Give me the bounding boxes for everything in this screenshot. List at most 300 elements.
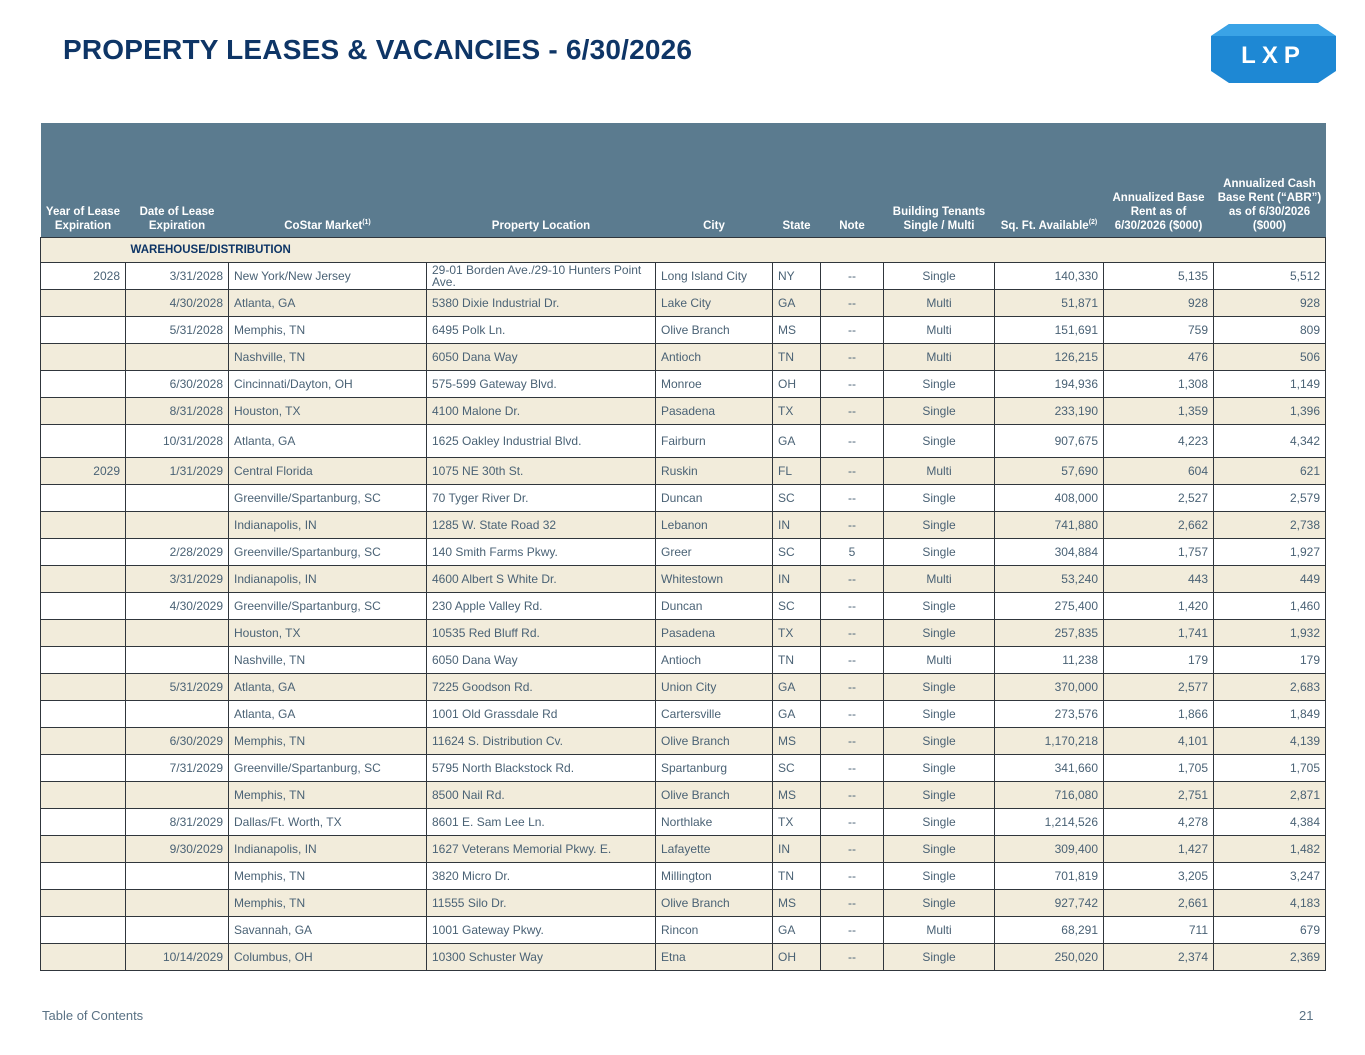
cell-abr: 476 (1104, 344, 1214, 371)
table-row (41, 539, 1326, 566)
cell-state: MS (773, 317, 821, 344)
cell-sqft: 304,884 (995, 539, 1104, 566)
table-row (41, 647, 1326, 674)
cell-tenants: Multi (884, 344, 995, 371)
table-row (41, 620, 1326, 647)
cell-sqft: 140,330 (995, 263, 1104, 290)
cell-year (41, 566, 126, 593)
cell-city: Rincon (656, 917, 773, 944)
cell-date: 10/31/2028 (126, 425, 229, 458)
cell-market: Savannah, GA (229, 917, 427, 944)
cell-abr: 928 (1104, 290, 1214, 317)
cell-market: Atlanta, GA (229, 290, 427, 317)
cell-market: Memphis, TN (229, 863, 427, 890)
cell-state: GA (773, 425, 821, 458)
cell-sqft: 716,080 (995, 782, 1104, 809)
cell-cash-abr: 4,183 (1214, 890, 1326, 917)
cell-year (41, 512, 126, 539)
cell-tenants: Single (884, 755, 995, 782)
col-header-state: State (773, 123, 821, 238)
cell-sqft: 701,819 (995, 863, 1104, 890)
cell-note: -- (821, 836, 884, 863)
cell-cash-abr: 449 (1214, 566, 1326, 593)
cell-cash-abr: 679 (1214, 917, 1326, 944)
cell-city: Northlake (656, 809, 773, 836)
cell-date: 2/28/2029 (126, 539, 229, 566)
footnote-2: (2) (1088, 219, 1098, 227)
cell-city: Lebanon (656, 512, 773, 539)
cell-note: -- (821, 512, 884, 539)
table-row (41, 290, 1326, 317)
cell-note: -- (821, 728, 884, 755)
cell-date: 5/31/2028 (126, 317, 229, 344)
cell-date (126, 620, 229, 647)
cell-note: -- (821, 917, 884, 944)
cell-date (126, 344, 229, 371)
cell-year (41, 593, 126, 620)
cell-date: 3/31/2029 (126, 566, 229, 593)
cell-tenants: Single (884, 701, 995, 728)
cell-year (41, 728, 126, 755)
table-row (41, 809, 1326, 836)
cell-note: -- (821, 755, 884, 782)
cell-sqft: 53,240 (995, 566, 1104, 593)
cell-note: -- (821, 620, 884, 647)
cell-cash-abr: 2,871 (1214, 782, 1326, 809)
cell-date (126, 647, 229, 674)
cell-abr: 1,359 (1104, 398, 1214, 425)
table-row (41, 344, 1326, 371)
cell-date: 8/31/2029 (126, 809, 229, 836)
cell-date: 6/30/2029 (126, 728, 229, 755)
table-row (41, 836, 1326, 863)
cell-note: -- (821, 425, 884, 458)
cell-abr: 2,527 (1104, 485, 1214, 512)
cell-abr: 179 (1104, 647, 1214, 674)
cell-market: Atlanta, GA (229, 674, 427, 701)
cell-market: Memphis, TN (229, 317, 427, 344)
cell-note: -- (821, 371, 884, 398)
cell-tenants: Single (884, 485, 995, 512)
cell-market: Indianapolis, IN (229, 836, 427, 863)
cell-sqft: 11,238 (995, 647, 1104, 674)
cell-abr: 4,101 (1104, 728, 1214, 755)
table-row (41, 425, 1326, 458)
cell-abr: 4,278 (1104, 809, 1214, 836)
cell-tenants: Multi (884, 566, 995, 593)
cell-location: 4100 Malone Dr. (427, 398, 656, 425)
cell-city: Union City (656, 674, 773, 701)
table-row (41, 485, 1326, 512)
cell-sqft: 309,400 (995, 836, 1104, 863)
cell-market: New York/New Jersey (229, 263, 427, 290)
cell-year (41, 539, 126, 566)
cell-city: Antioch (656, 647, 773, 674)
cell-location: 3820 Micro Dr. (427, 863, 656, 890)
cell-tenants: Multi (884, 647, 995, 674)
cell-year (41, 809, 126, 836)
cell-note: -- (821, 593, 884, 620)
cell-sqft: 233,190 (995, 398, 1104, 425)
cell-city: Fairburn (656, 425, 773, 458)
cell-cash-abr: 2,683 (1214, 674, 1326, 701)
cell-abr: 759 (1104, 317, 1214, 344)
cell-note: -- (821, 701, 884, 728)
cell-note: -- (821, 647, 884, 674)
table-row (41, 593, 1326, 620)
cell-location: 5795 North Blackstock Rd. (427, 755, 656, 782)
cell-sqft: 250,020 (995, 944, 1104, 971)
cell-tenants: Single (884, 425, 995, 458)
cell-cash-abr: 3,247 (1214, 863, 1326, 890)
cell-abr: 1,741 (1104, 620, 1214, 647)
cell-market: Greenville/Spartanburg, SC (229, 593, 427, 620)
cell-cash-abr: 4,384 (1214, 809, 1326, 836)
col-header-date: Date of Lease Expiration (126, 123, 229, 238)
cell-state: GA (773, 917, 821, 944)
cell-location: 6495 Polk Ln. (427, 317, 656, 344)
cell-date (126, 701, 229, 728)
cell-date (126, 917, 229, 944)
table-row (41, 263, 1326, 290)
cell-tenants: Single (884, 371, 995, 398)
cell-cash-abr: 2,579 (1214, 485, 1326, 512)
cell-market: Greenville/Spartanburg, SC (229, 539, 427, 566)
cell-location: 6050 Dana Way (427, 647, 656, 674)
cell-year (41, 371, 126, 398)
table-row (41, 701, 1326, 728)
cell-market: Columbus, OH (229, 944, 427, 971)
section-row (41, 238, 1326, 263)
cell-state: SC (773, 593, 821, 620)
cell-date: 4/30/2029 (126, 593, 229, 620)
cell-abr: 4,223 (1104, 425, 1214, 458)
section-spacer (41, 238, 126, 263)
cell-abr: 5,135 (1104, 263, 1214, 290)
cell-location: 10535 Red Bluff Rd. (427, 620, 656, 647)
footnote-1: (1) (362, 219, 371, 227)
cell-state: TX (773, 620, 821, 647)
cell-date (126, 485, 229, 512)
table-row (41, 566, 1326, 593)
col-header-year: Year of Lease Expiration (41, 123, 126, 238)
cell-market: Nashville, TN (229, 344, 427, 371)
cell-location: 1001 Old Grassdale Rd (427, 701, 656, 728)
cell-market: Indianapolis, IN (229, 512, 427, 539)
lease-table (40, 123, 1326, 971)
cell-city: Spartanburg (656, 755, 773, 782)
cell-date: 3/31/2028 (126, 263, 229, 290)
cell-sqft: 273,576 (995, 701, 1104, 728)
table-row (41, 863, 1326, 890)
cell-year (41, 398, 126, 425)
col-header-market-text: CoStar Market (284, 220, 363, 232)
cell-year (41, 782, 126, 809)
cell-location: 230 Apple Valley Rd. (427, 593, 656, 620)
cell-state: TX (773, 398, 821, 425)
cell-city: Duncan (656, 593, 773, 620)
cell-state: MS (773, 890, 821, 917)
cell-tenants: Single (884, 593, 995, 620)
cell-tenants: Single (884, 674, 995, 701)
table-row (41, 890, 1326, 917)
cell-location: 11624 S. Distribution Cv. (427, 728, 656, 755)
cell-state: FL (773, 458, 821, 485)
cell-city: Olive Branch (656, 728, 773, 755)
cell-state: SC (773, 539, 821, 566)
cell-year (41, 836, 126, 863)
col-header-cash-abr: Annualized Cash Base Rent (“ABR”) as of 6/30/2026 ($000) (1214, 123, 1326, 238)
cell-state: OH (773, 371, 821, 398)
cell-note: -- (821, 344, 884, 371)
cell-note: -- (821, 809, 884, 836)
cell-sqft: 1,170,218 (995, 728, 1104, 755)
cell-abr: 3,205 (1104, 863, 1214, 890)
cell-abr: 1,420 (1104, 593, 1214, 620)
cell-market: Atlanta, GA (229, 701, 427, 728)
cell-state: SC (773, 485, 821, 512)
cell-cash-abr: 928 (1214, 290, 1326, 317)
cell-tenants: Multi (884, 458, 995, 485)
cell-tenants: Single (884, 728, 995, 755)
cell-city: Whitestown (656, 566, 773, 593)
cell-sqft: 51,871 (995, 290, 1104, 317)
cell-date (126, 512, 229, 539)
cell-abr: 2,662 (1104, 512, 1214, 539)
cell-year: 2028 (41, 263, 126, 290)
cell-market: Atlanta, GA (229, 425, 427, 458)
cell-cash-abr: 809 (1214, 317, 1326, 344)
cell-date (126, 890, 229, 917)
cell-cash-abr: 1,705 (1214, 755, 1326, 782)
cell-year (41, 290, 126, 317)
cell-cash-abr: 2,738 (1214, 512, 1326, 539)
cell-city: Lake City (656, 290, 773, 317)
cell-year (41, 890, 126, 917)
cell-cash-abr: 1,396 (1214, 398, 1326, 425)
cell-year (41, 944, 126, 971)
cell-note: -- (821, 398, 884, 425)
table-row (41, 512, 1326, 539)
cell-state: MS (773, 728, 821, 755)
cell-market: Memphis, TN (229, 728, 427, 755)
cell-year: 2029 (41, 458, 126, 485)
cell-sqft: 1,214,526 (995, 809, 1104, 836)
cell-sqft: 741,880 (995, 512, 1104, 539)
cell-abr: 1,705 (1104, 755, 1214, 782)
cell-cash-abr: 506 (1214, 344, 1326, 371)
table-row (41, 317, 1326, 344)
cell-abr: 1,427 (1104, 836, 1214, 863)
page-title: PROPERTY LEASES & VACANCIES - 6/30/2026 (63, 34, 693, 65)
cell-location: 1075 NE 30th St. (427, 458, 656, 485)
cell-cash-abr: 1,149 (1214, 371, 1326, 398)
cell-sqft: 68,291 (995, 917, 1104, 944)
cell-tenants: Single (884, 620, 995, 647)
cell-abr: 2,751 (1104, 782, 1214, 809)
cell-market: Houston, TX (229, 398, 427, 425)
cell-abr: 443 (1104, 566, 1214, 593)
cell-market: Indianapolis, IN (229, 566, 427, 593)
table-row (41, 944, 1326, 971)
table-row (41, 755, 1326, 782)
cell-tenants: Single (884, 512, 995, 539)
cell-state: TN (773, 863, 821, 890)
cell-abr: 2,661 (1104, 890, 1214, 917)
cell-city: Olive Branch (656, 317, 773, 344)
cell-tenants: Single (884, 539, 995, 566)
cell-state: IN (773, 512, 821, 539)
cell-date: 4/30/2028 (126, 290, 229, 317)
cell-sqft: 927,742 (995, 890, 1104, 917)
cell-location: 8500 Nail Rd. (427, 782, 656, 809)
cell-city: Greer (656, 539, 773, 566)
cell-market: Houston, TX (229, 620, 427, 647)
table-row (41, 728, 1326, 755)
cell-city: Lafayette (656, 836, 773, 863)
cell-abr: 711 (1104, 917, 1214, 944)
cell-location: 29-01 Borden Ave./29-10 Hunters Point Ave. (427, 263, 656, 290)
cell-tenants: Single (884, 863, 995, 890)
cell-note: -- (821, 566, 884, 593)
cell-state: GA (773, 674, 821, 701)
cell-cash-abr: 4,139 (1214, 728, 1326, 755)
cell-market: Cincinnati/Dayton, OH (229, 371, 427, 398)
table-row (41, 674, 1326, 701)
cell-note: -- (821, 263, 884, 290)
table-header-row (41, 123, 1326, 238)
cell-market: Dallas/Ft. Worth, TX (229, 809, 427, 836)
cell-date: 6/30/2028 (126, 371, 229, 398)
cell-location: 7225 Goodson Rd. (427, 674, 656, 701)
cell-note: -- (821, 290, 884, 317)
cell-year (41, 344, 126, 371)
cell-cash-abr: 621 (1214, 458, 1326, 485)
col-header-sqft-text: Sq. Ft. Available (1000, 220, 1089, 232)
cell-state: SC (773, 755, 821, 782)
cell-city: Ruskin (656, 458, 773, 485)
table-of-contents-link[interactable]: Table of Contents (42, 1008, 144, 1023)
cell-market: Memphis, TN (229, 782, 427, 809)
cell-year (41, 317, 126, 344)
cell-state: TN (773, 344, 821, 371)
cell-date: 10/14/2029 (126, 944, 229, 971)
cell-sqft: 408,000 (995, 485, 1104, 512)
cell-note: -- (821, 863, 884, 890)
cell-date (126, 863, 229, 890)
cell-state: GA (773, 290, 821, 317)
cell-year (41, 701, 126, 728)
cell-location: 6050 Dana Way (427, 344, 656, 371)
cell-tenants: Single (884, 809, 995, 836)
cell-note: 5 (821, 539, 884, 566)
col-header-sqft (995, 123, 1104, 238)
cell-city: Pasadena (656, 620, 773, 647)
cell-abr: 2,374 (1104, 944, 1214, 971)
cell-tenants: Single (884, 944, 995, 971)
cell-location: 575-599 Gateway Blvd. (427, 371, 656, 398)
cell-note: -- (821, 674, 884, 701)
cell-cash-abr: 1,932 (1214, 620, 1326, 647)
logo-highlight (1211, 24, 1336, 36)
cell-sqft: 194,936 (995, 371, 1104, 398)
cell-tenants: Multi (884, 290, 995, 317)
cell-city: Pasadena (656, 398, 773, 425)
cell-date: 9/30/2029 (126, 836, 229, 863)
cell-state: TX (773, 809, 821, 836)
cell-market: Memphis, TN (229, 890, 427, 917)
logo-text: LXP (1241, 42, 1306, 69)
cell-tenants: Single (884, 263, 995, 290)
cell-location: 1625 Oakley Industrial Blvd. (427, 425, 656, 458)
cell-year (41, 620, 126, 647)
cell-cash-abr: 1,482 (1214, 836, 1326, 863)
col-header-note: Note (821, 123, 884, 238)
table-row (41, 398, 1326, 425)
cell-sqft: 151,691 (995, 317, 1104, 344)
cell-city: Etna (656, 944, 773, 971)
cell-cash-abr: 5,512 (1214, 263, 1326, 290)
cell-location: 1001 Gateway Pkwy. (427, 917, 656, 944)
cell-year (41, 485, 126, 512)
cell-city: Olive Branch (656, 782, 773, 809)
cell-tenants: Multi (884, 317, 995, 344)
cell-cash-abr: 1,927 (1214, 539, 1326, 566)
cell-state: TN (773, 647, 821, 674)
cell-location: 10300 Schuster Way (427, 944, 656, 971)
cell-abr: 604 (1104, 458, 1214, 485)
cell-sqft: 341,660 (995, 755, 1104, 782)
cell-sqft: 907,675 (995, 425, 1104, 458)
cell-sqft: 257,835 (995, 620, 1104, 647)
cell-location: 1627 Veterans Memorial Pkwy. E. (427, 836, 656, 863)
cell-location: 5380 Dixie Industrial Dr. (427, 290, 656, 317)
cell-note: -- (821, 944, 884, 971)
cell-cash-abr: 2,369 (1214, 944, 1326, 971)
cell-market: Greenville/Spartanburg, SC (229, 485, 427, 512)
cell-cash-abr: 179 (1214, 647, 1326, 674)
col-header-city: City (656, 123, 773, 238)
table-row (41, 917, 1326, 944)
cell-cash-abr: 1,849 (1214, 701, 1326, 728)
cell-date (126, 782, 229, 809)
cell-sqft: 370,000 (995, 674, 1104, 701)
cell-city: Cartersville (656, 701, 773, 728)
cell-year (41, 674, 126, 701)
cell-city: Olive Branch (656, 890, 773, 917)
col-header-market (229, 123, 427, 238)
cell-sqft: 275,400 (995, 593, 1104, 620)
cell-state: IN (773, 836, 821, 863)
cell-city: Antioch (656, 344, 773, 371)
cell-abr: 2,577 (1104, 674, 1214, 701)
cell-state: IN (773, 566, 821, 593)
cell-tenants: Single (884, 782, 995, 809)
cell-year (41, 917, 126, 944)
cell-tenants: Single (884, 836, 995, 863)
cell-note: -- (821, 485, 884, 512)
cell-sqft: 57,690 (995, 458, 1104, 485)
cell-tenants: Single (884, 890, 995, 917)
cell-abr: 1,757 (1104, 539, 1214, 566)
col-header-location: Property Location (427, 123, 656, 238)
table-row (41, 371, 1326, 398)
cell-state: MS (773, 782, 821, 809)
cell-note: -- (821, 458, 884, 485)
cell-city: Duncan (656, 485, 773, 512)
cell-tenants: Multi (884, 917, 995, 944)
cell-note: -- (821, 782, 884, 809)
